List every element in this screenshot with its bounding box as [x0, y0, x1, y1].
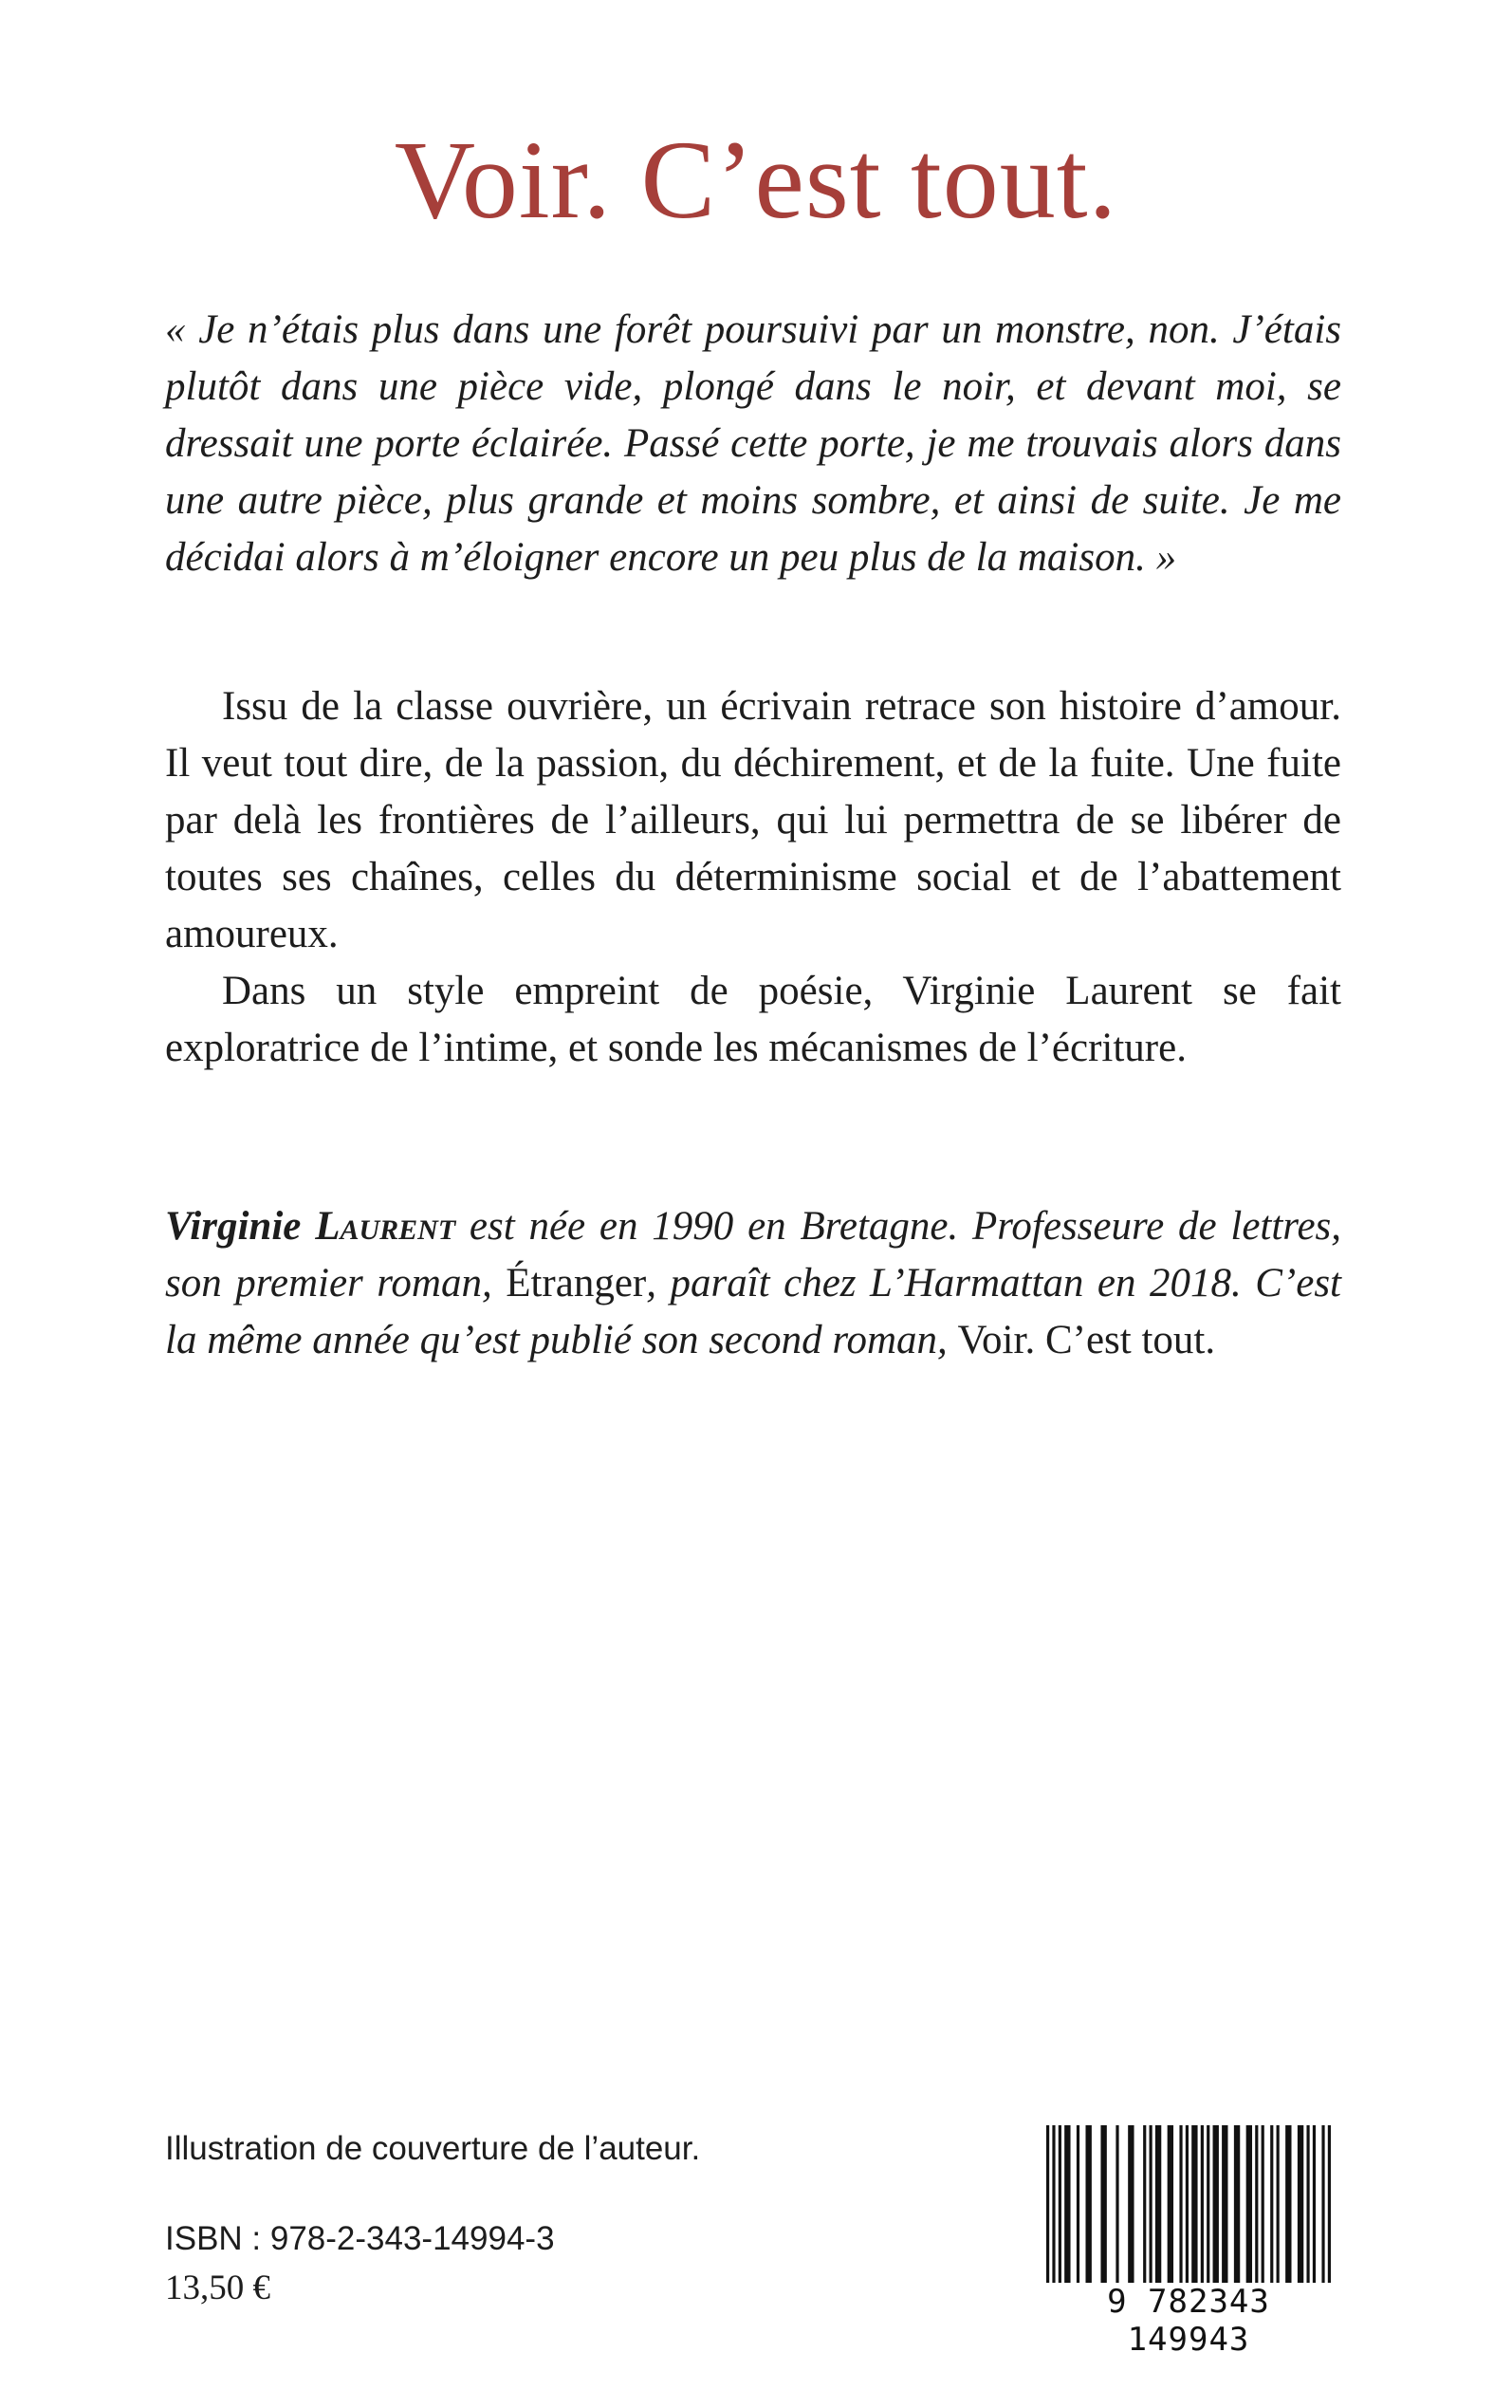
- barcode-bar: [1207, 2125, 1209, 2283]
- barcode-bar: [1255, 2125, 1258, 2283]
- barcode-bar: [1222, 2125, 1227, 2283]
- barcode-bar: [1328, 2125, 1331, 2283]
- book-title: Voir. C’est tout.: [394, 118, 1118, 242]
- isbn: ISBN : 978-2-343-14994-3: [165, 2220, 555, 2257]
- barcode-bar: [1077, 2125, 1079, 2283]
- barcode-bar: [1213, 2125, 1219, 2283]
- barcode-bar: [1285, 2125, 1291, 2283]
- summary-paragraph: Dans un style empreint de poésie, Virginie Laurent se fait exploratrice de l’intime, et sonde les mécanismes de l’écriture.: [165, 969, 1341, 1070]
- first-novel-title: Étranger: [506, 1261, 647, 1306]
- barcode-bar: [1116, 2125, 1118, 2283]
- book-summary: [165, 678, 1341, 1077]
- bio-text: , paraît chez L’Harmattan en 2018. C’est la même année qu’est publié son second roman,: [165, 1261, 1341, 1362]
- barcode-bar: [1306, 2125, 1309, 2283]
- barcode-bar: [1191, 2125, 1197, 2283]
- barcode-number: 9 782343 149943: [1107, 2283, 1270, 2359]
- barcode-bar: [1155, 2125, 1161, 2283]
- summary-paragraph: Issu de la classe ouvrière, un écrivain retrace son histoire d’amour. Il veut tout dire, de la passion, du déchirement, et de la fuite. Une fuite par delà les frontières de l’ailleurs, qui lui permettra de se libérer de toutes ses chaînes, celles du déterminisme social et de l’abattement amoureux.: [165, 684, 1341, 956]
- barcode-bar: [1059, 2125, 1061, 2283]
- barcode-bar: [1128, 2125, 1134, 2283]
- author-last-name: Laurent: [315, 1204, 456, 1249]
- barcode-bar: [1321, 2125, 1324, 2283]
- barcode-bar: [1150, 2125, 1152, 2283]
- barcode-bar: [1046, 2125, 1049, 2283]
- barcode-bar: [1313, 2125, 1316, 2283]
- barcode-bar: [1179, 2125, 1182, 2283]
- barcode-bar: [1246, 2125, 1252, 2283]
- barcode-bar: [1143, 2125, 1146, 2283]
- barcode-bar: [1201, 2125, 1204, 2283]
- author-first-name: Virginie: [165, 1204, 302, 1249]
- barcode: [1037, 2125, 1340, 2359]
- barcode-bars: [1037, 2125, 1340, 2283]
- barcode-bar: [1270, 2125, 1273, 2283]
- barcode-bar: [1262, 2125, 1264, 2283]
- bio-text: est née en 1990 en Bretagne. Professeure de lettres, son premier roman,: [165, 1204, 1342, 1306]
- barcode-bar: [1277, 2125, 1280, 2283]
- barcode-bar: [1100, 2125, 1106, 2283]
- cover-illustration-credit: Illustration de couverture de l’auteur.: [165, 2130, 701, 2167]
- author-name: [165, 1204, 455, 1249]
- barcode-bar: [1186, 2125, 1189, 2283]
- author-bio: [165, 1198, 1341, 1369]
- price: 13,50 €: [165, 2269, 270, 2307]
- barcode-bar: [1052, 2125, 1055, 2283]
- excerpt-quote: « Je n’étais plus dans une forêt poursuivi par un monstre, non. J’étais plutôt dans une pièce vide, plongé dans le noir, et devant moi, se dressait une porte éclairée. Passé cette porte, je me trouvais alors dans une autre pièce, plus grande et moins sombre, et ainsi de suite. Je me décidai alors à m’éloigner encore un peu plus de la maison. »: [165, 307, 1341, 580]
- second-novel-title: Voir. C’est tout.: [957, 1318, 1216, 1362]
- barcode-bar: [1234, 2125, 1240, 2283]
- barcode-bar: [1298, 2125, 1303, 2283]
- barcode-bar: [1064, 2125, 1070, 2283]
- barcode-bar: [1168, 2125, 1173, 2283]
- barcode-bar: [1085, 2125, 1091, 2283]
